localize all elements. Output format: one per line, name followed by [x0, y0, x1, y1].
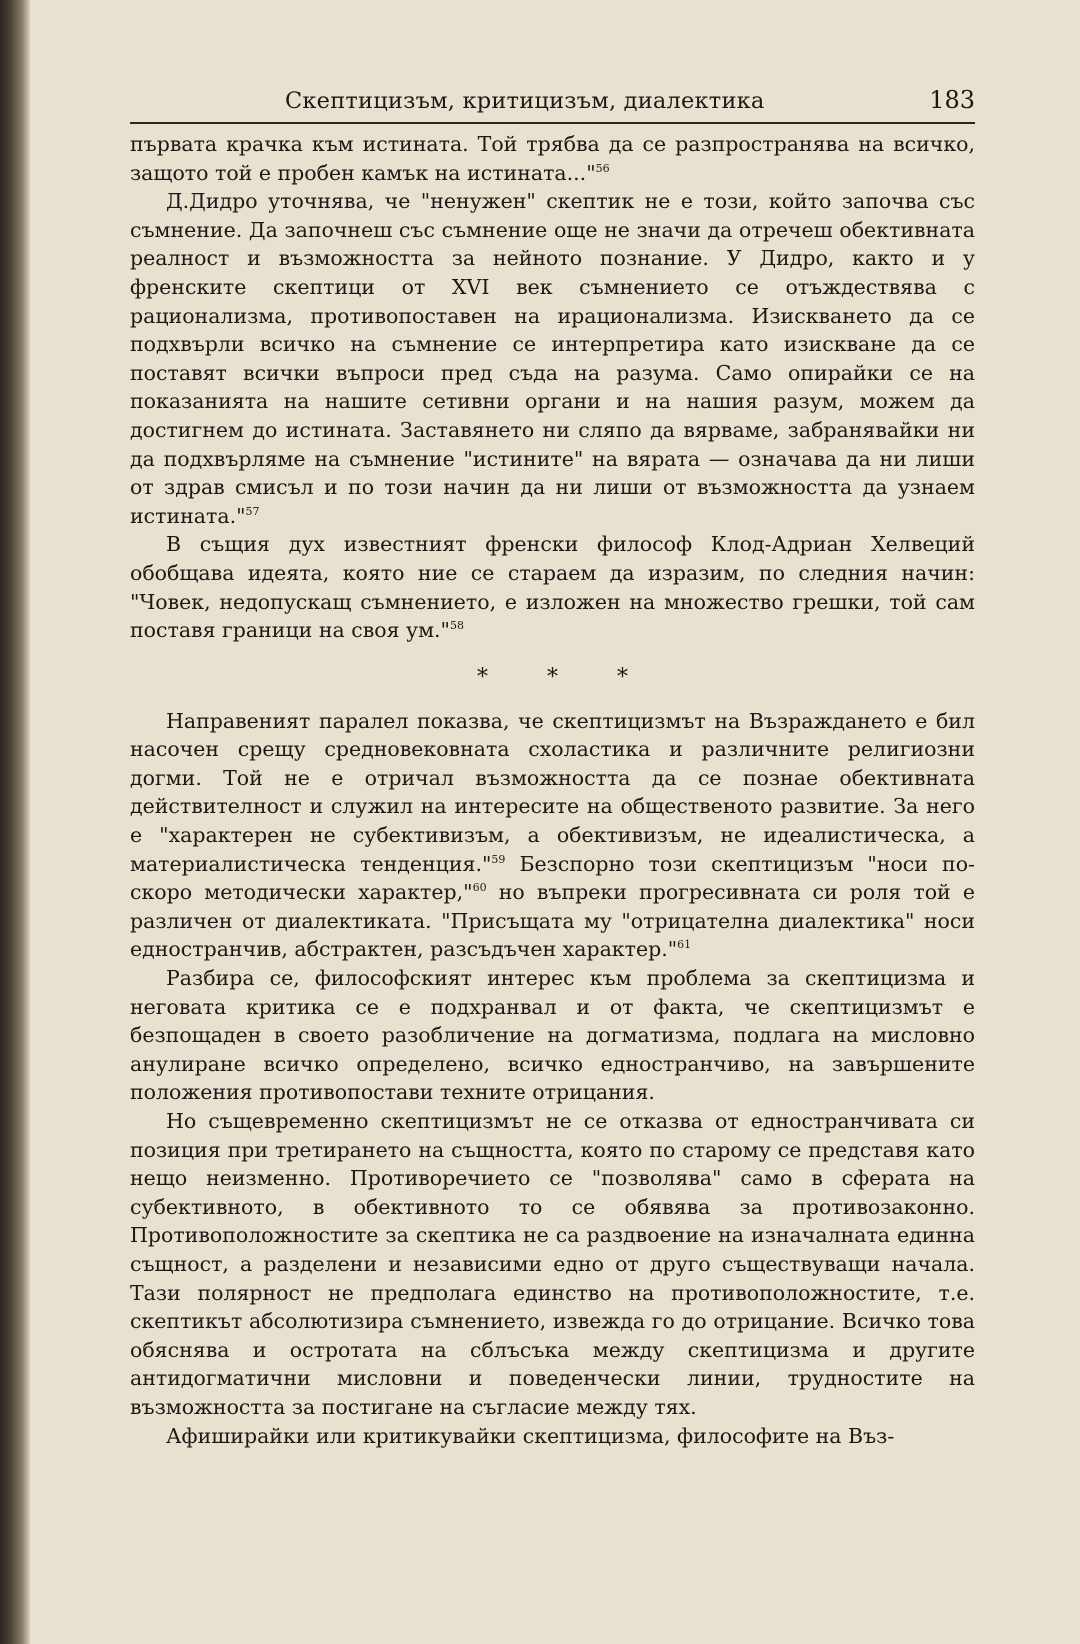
book-page: [130, 78, 975, 1450]
running-header: [130, 78, 975, 124]
page-body: [130, 130, 975, 1450]
paragraph-4-text-a: Направеният паралел показва, че скептицизмът на Възраждането е бил насочен срещу средновековната схоластика и различните религиозни догми. Той не е отричал възможността да се познае обективната действителност и служил на интересите на общественото развитие. За него е "характерен не субективизъм, а обективизъм, не идеалистическа, а материалистическа тенденция.": [130, 708, 975, 876]
page-number: 183: [929, 86, 975, 114]
paragraph-5: Разбира се, философският интерес към проблема за скептицизма и неговата критика се е подхранвал и от факта, че скептицизмът е безпощаден в своето разобличение на догматизма, подлага на мисловно анулиране всичко определено, всичко едностранчиво, на завършените положения противопостави техните отрицания.: [130, 966, 975, 1105]
footnote-ref-59: 59: [491, 852, 506, 866]
paragraph-1: [130, 130, 975, 187]
section-break-asterism: * * *: [477, 664, 654, 690]
running-title: Скептицизъм, критицизъм, диалектика: [285, 88, 765, 114]
footnote-ref-61: 61: [677, 938, 692, 952]
paragraph-4-text-c: но въпреки прогресивната си роля той е различен от диалектиката. "Присъщата му "отрицателна диалектика" носи едностранчив, абстрактен, разсъдъчен характер.": [130, 880, 975, 962]
paragraph-4: [130, 707, 975, 964]
book-spine-shadow: [0, 0, 30, 1644]
paragraph-3-text: В същия дух известният френски философ Клод-Адриан Хелвеций обобщава идеята, която ние се стараем да изразим, по следния начин: "Човек, недопускащ съмнението, е изложен на множество грешки, той сам поставя граници на своя ум.": [130, 532, 975, 643]
paragraph-7: Афиширайки или критикувайки скептицизма, философите на Въз-: [166, 1423, 895, 1448]
paragraph-2-text: Д.Дидро уточнява, че "ненужен" скептик не е този, който започва със съмнение. Да започнеш със съмнение още не значи да отречеш обективната реалност и възможността за нейното познание. У Дидро, както и у френските скептици от XVI век съмнението се отъждествява с рационализма, противопоставен на ирационализма. Изискването да се подхвърли всичко на съмнение се интерпретира като изискване да се поставят всички въпроси пред съда на разума. Само опирайки се на показанията на нашите сетивни органи и на нашия разум, можем да достигнем до истината. Заставянето ни сляпо да вярваме, забранявайки ни да подхвърляме на съмнение "истините" на вярата — означава да ни лиши от здрав смисъл и по този начин да ни лиши от възможността да узнаем истината.": [130, 189, 975, 528]
paragraph-2: [130, 187, 975, 530]
paragraph-6: Но същевременно скептицизмът не се отказва от едностранчивата си позиция при третирането на същността, която по старому се представя като нещо неизменно. Противоречието се "позволява" само в сферата на субективното, в обективното то се обявява за противозаконно. Противоположностите за скептика не са раздвоение на изначалната единна същност, а разделени и независими едно от друго съществуващи начала. Тази полярност не предполага единство на противоположностите, т.е. скептикът абсолютизира съмнението, извежда го до отрицание. Всичко това обяснява и остротата на сблъсъка между скептицизма и другите антидогматични мисловни и поведенчески линии, трудностите на възможността за постигане на съгласие между тях.: [130, 1109, 975, 1419]
footnote-ref-56: 56: [595, 161, 610, 175]
footnote-ref-60: 60: [472, 881, 487, 894]
paragraph-1-text: първата крачка към истината. Той трябва да се разпространява на всичко, защото той е пробен камък на истината...": [130, 132, 975, 185]
paragraph-3: [130, 530, 975, 644]
paragraph-4-text-b: Безспорно този скептицизъм "носи по-скоро методически характер,": [130, 851, 975, 905]
footnote-ref-58: 58: [449, 618, 464, 632]
footnote-ref-57: 57: [245, 504, 260, 518]
